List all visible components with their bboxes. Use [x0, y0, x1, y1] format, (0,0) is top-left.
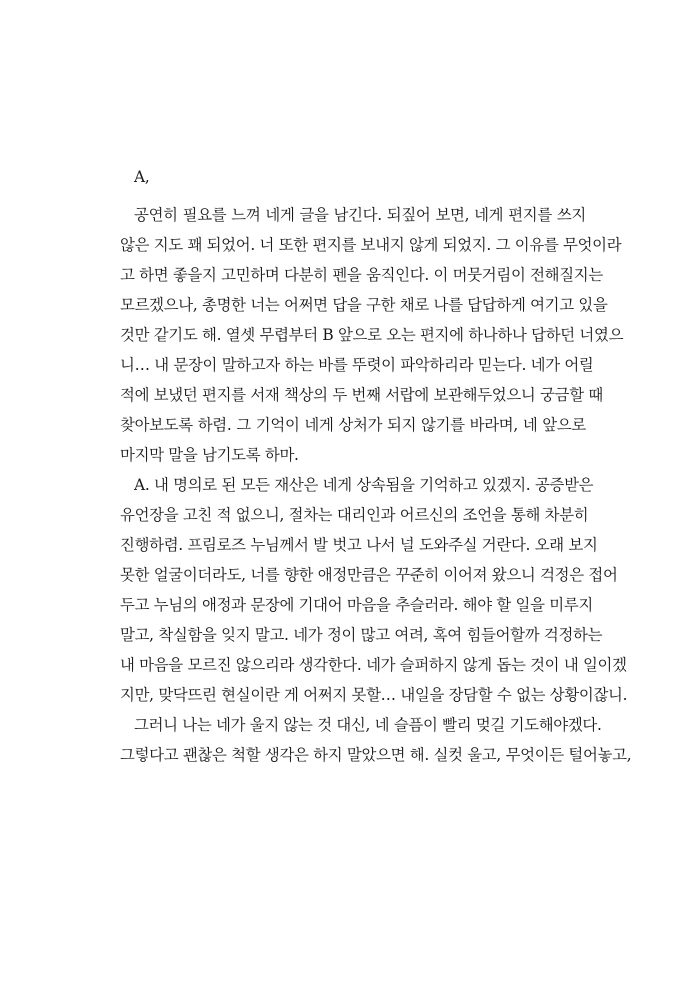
- paragraph-line: 적에 보냈던 편지를 서재 책상의 두 번째 서랍에 보관해두었으니 궁금할 때: [120, 386, 603, 404]
- paragraph-line: 않은 지도 꽤 되었어. 너 또한 편지를 보내지 않게 되었지. 그 이유를 무엇이라: [120, 236, 622, 254]
- letter-body: [120, 162, 632, 770]
- paragraph-line: 지만, 맞닥뜨린 현실이란 게 어쩌지 못할… 내일을 장담할 수 없는 상황이잖니.: [120, 686, 628, 704]
- paragraph-line: 못한 얼굴이더라도, 너를 향한 애정만큼은 꾸준히 이어져 왔으니 걱정은 접어: [120, 566, 618, 584]
- paragraph-line: 말고, 착실함을 잊지 말고. 네가 정이 많고 여려, 혹여 힘들어할까 걱정하는: [120, 626, 603, 644]
- paragraph-line: A. 내 명의로 된 모든 재산은 네게 상속됨을 기억하고 있겠지. 공증받은: [134, 476, 594, 494]
- paragraph-line: 니… 내 문장이 말하고자 하는 바를 뚜렷이 파악하리라 믿는다. 네가 어릴: [120, 356, 594, 374]
- paragraph-1: [120, 200, 624, 470]
- paragraph-line: 공연히 필요를 느껴 네게 글을 남긴다. 되짚어 보면, 네게 편지를 쓰지: [134, 206, 586, 224]
- paragraph-line: 모르겠으나, 총명한 너는 어쩌면 답을 구한 채로 나를 답답하게 여기고 있을: [120, 296, 608, 314]
- paragraph-2: [120, 470, 628, 710]
- paragraph-line: 그렇다고 괜찮은 척할 생각은 하지 말았으면 해. 실컷 울고, 무엇이든 털어놓고,: [120, 746, 632, 764]
- paragraph-line: 유언장을 고친 적 없으니, 절차는 대리인과 어르신의 조언을 통해 차분히: [120, 506, 589, 524]
- paragraph-line: 두고 누님의 애정과 문장에 기대어 마음을 추슬러라. 해야 할 일을 미루지: [120, 596, 593, 614]
- paragraph-line: 것만 같기도 해. 열셋 무렵부터 B 앞으로 오는 편지에 하나하나 답하던 너였으: [120, 326, 624, 344]
- paragraph-line: 찾아보도록 하렴. 그 기억이 네게 상처가 되지 않기를 바라며, 네 앞으로: [120, 416, 586, 434]
- paragraph-line: 고 하면 좋을지 고민하며 다분히 펜을 움직인다. 이 머뭇거림이 전해질지는: [120, 266, 603, 284]
- paragraph-line: 진행하렴. 프림로즈 누님께서 발 벗고 나서 널 도와주실 거란다. 오래 보지: [120, 536, 598, 554]
- paragraph-line: 마지막 말을 남기도록 하마.: [120, 446, 299, 464]
- salutation: A,: [134, 168, 150, 186]
- paragraph-line: 내 마음을 모르진 않으리라 생각한다. 네가 슬퍼하지 않게 돕는 것이 내 일이겠: [120, 656, 627, 674]
- paragraph-line: 그러니 나는 네가 울지 않는 것 대신, 네 슬픔이 빨리 멎길 기도해야겠다.: [134, 716, 602, 734]
- paragraph-3: [120, 710, 632, 770]
